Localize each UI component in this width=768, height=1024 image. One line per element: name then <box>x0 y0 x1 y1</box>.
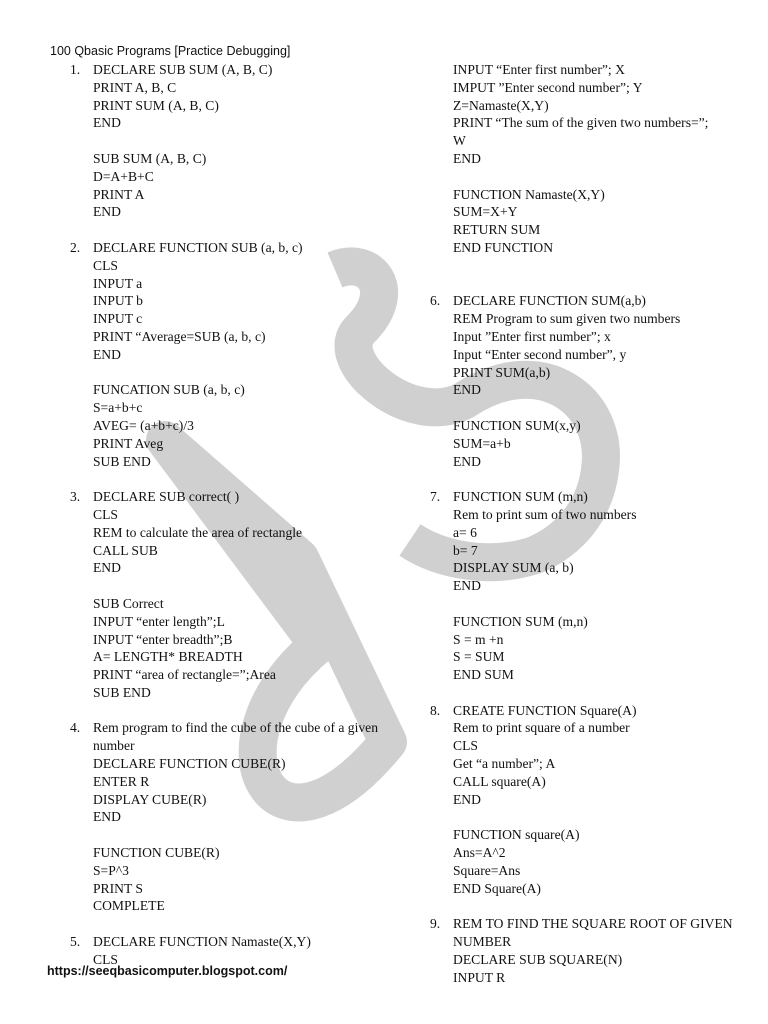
program-number: 5. <box>70 934 81 950</box>
code-line <box>70 79 415 97</box>
code-line <box>430 61 750 79</box>
code-text: PRINT A, B, C <box>93 79 177 95</box>
code-text: S = SUM <box>453 649 505 665</box>
code-text: END <box>453 453 481 469</box>
code-line <box>430 666 750 684</box>
code-text: END <box>93 346 121 362</box>
code-line <box>70 791 415 809</box>
code-text: END <box>453 791 481 807</box>
code-text: INPUT “enter breadth”;B <box>93 631 233 647</box>
code-text: W <box>453 133 466 149</box>
code-text: PRINT Aveg <box>93 435 164 451</box>
code-line <box>70 631 415 649</box>
code-text: Square=Ans <box>453 862 521 878</box>
code-line <box>430 364 750 382</box>
program-number: 6. <box>430 293 441 309</box>
blank-line <box>70 826 415 844</box>
code-text: IMPUT ”Enter second number”; Y <box>453 79 643 95</box>
program-number: 7. <box>430 489 441 505</box>
code-text: CALL SUB <box>93 542 158 558</box>
code-text: INPUT “Enter first number”; X <box>453 62 625 77</box>
blank-line <box>430 168 750 186</box>
blank-line <box>430 257 750 275</box>
code-line <box>430 346 750 364</box>
code-line <box>430 969 750 987</box>
code-line <box>430 631 750 649</box>
code-line <box>430 702 750 720</box>
code-text: FUNCTION square(A) <box>453 827 580 843</box>
code-text: DECLARE FUNCTION SUB (a, b, c) <box>93 239 303 255</box>
code-text: SUB SUM (A, B, C) <box>93 150 207 166</box>
program-number: 3. <box>70 489 81 505</box>
code-text: COMPLETE <box>93 898 165 914</box>
blank-line <box>70 915 415 933</box>
code-text: PRINT SUM (A, B, C) <box>93 97 219 113</box>
code-text: REM TO FIND THE SQUARE ROOT OF GIVEN NUMBER <box>453 916 733 950</box>
code-text: INPUT R <box>453 969 506 985</box>
code-text: Get “a number”; A <box>453 756 556 772</box>
code-line <box>70 559 415 577</box>
code-line <box>70 417 415 435</box>
right-column <box>430 61 750 986</box>
program-number: 4. <box>70 720 81 736</box>
code-text: SUM=a+b <box>453 435 511 451</box>
code-line <box>70 933 415 951</box>
code-line <box>70 666 415 684</box>
code-text: PRINT “Average=SUB (a, b, c) <box>93 328 266 344</box>
code-text: Rem to print square of a number <box>453 720 630 736</box>
code-text: Input ”Enter first number”; x <box>453 328 611 344</box>
code-line <box>430 613 750 631</box>
code-line <box>430 328 750 346</box>
code-text: END <box>93 809 121 825</box>
code-text: DISPLAY SUM (a, b) <box>453 560 574 576</box>
code-line <box>70 719 415 755</box>
code-line <box>70 97 415 115</box>
code-line <box>70 773 415 791</box>
code-text: SUM=X+Y <box>453 204 518 220</box>
program-number: 8. <box>430 702 441 718</box>
code-line <box>70 844 415 862</box>
code-line <box>70 292 415 310</box>
code-text: Rem program to find the cube of the cube of a given number <box>93 720 378 754</box>
code-text: PRINT S <box>93 880 143 896</box>
code-line <box>430 791 750 809</box>
code-line <box>430 453 750 471</box>
code-text: D=A+B+C <box>93 168 154 184</box>
code-text: END SUM <box>453 667 514 683</box>
code-text: FUNCTION Namaste(X,Y) <box>453 186 605 202</box>
code-line <box>430 381 750 399</box>
code-text: CREATE FUNCTION Square(A) <box>453 702 637 718</box>
code-line <box>430 239 750 257</box>
code-text: ENTER R <box>93 773 150 789</box>
code-text: Ans=A^2 <box>453 845 506 861</box>
code-line <box>70 453 415 471</box>
code-line <box>430 417 750 435</box>
code-text: INPUT b <box>93 293 143 309</box>
blank-line <box>430 897 750 915</box>
code-text: b= 7 <box>453 542 478 558</box>
code-line <box>430 951 750 969</box>
blank-line <box>70 702 415 720</box>
code-line <box>430 203 750 221</box>
code-text: INPUT a <box>93 275 143 291</box>
code-line <box>430 577 750 595</box>
code-text: DECLARE SUB correct( ) <box>93 489 240 505</box>
code-text: DECLARE FUNCTION Namaste(X,Y) <box>93 934 311 950</box>
code-text: INPUT c <box>93 311 143 327</box>
code-line <box>70 897 415 915</box>
code-line <box>70 310 415 328</box>
code-line <box>70 595 415 613</box>
code-text: FUNCTION SUM (m,n) <box>453 613 588 629</box>
code-text: FUNCTION SUM (m,n) <box>453 489 588 505</box>
code-line <box>430 310 750 328</box>
blank-line <box>70 132 415 150</box>
code-line <box>430 844 750 862</box>
code-text: END <box>93 560 121 576</box>
code-text: SUB END <box>93 684 151 700</box>
code-text: END Square(A) <box>453 880 541 896</box>
page-title: 100 Qbasic Programs [Practice Debugging] <box>50 44 291 58</box>
code-line <box>430 755 750 773</box>
code-line <box>430 132 750 150</box>
blank-line <box>70 364 415 382</box>
blank-line <box>430 470 750 488</box>
code-line <box>70 203 415 221</box>
code-text: S=P^3 <box>93 862 129 878</box>
code-line <box>70 168 415 186</box>
code-text: A= LENGTH* BREADTH <box>93 649 243 665</box>
code-text: S = m +n <box>453 631 504 647</box>
code-line <box>70 328 415 346</box>
code-line <box>70 488 415 506</box>
code-text: DECLARE FUNCTION SUM(a,b) <box>453 293 646 309</box>
code-line <box>70 114 415 132</box>
code-line <box>430 292 750 310</box>
code-text: END <box>453 578 481 594</box>
code-line <box>430 773 750 791</box>
code-line <box>70 435 415 453</box>
program-number: 1. <box>70 62 81 77</box>
code-text: END <box>93 204 121 220</box>
code-line <box>430 719 750 737</box>
code-line <box>70 61 415 79</box>
code-text: END <box>453 150 481 166</box>
code-line <box>70 399 415 417</box>
code-text: Input “Enter second number”, y <box>453 346 627 362</box>
code-text: CLS <box>93 506 118 522</box>
code-text: CLS <box>93 257 118 273</box>
code-text: SUB END <box>93 453 151 469</box>
code-text: END FUNCTION <box>453 239 554 255</box>
blank-line <box>430 399 750 417</box>
code-line <box>70 648 415 666</box>
code-line <box>430 221 750 239</box>
program-number: 9. <box>430 916 441 932</box>
code-line <box>70 613 415 631</box>
code-text: DISPLAY CUBE(R) <box>93 791 207 807</box>
code-text: REM Program to sum given two numbers <box>453 311 681 327</box>
blog-url[interactable]: https://seeqbasicomputer.blogspot.com/ <box>47 964 288 978</box>
code-text: INPUT “enter length”;L <box>93 613 225 629</box>
code-text: FUNCTION CUBE(R) <box>93 845 220 861</box>
code-line <box>430 79 750 97</box>
code-line <box>70 186 415 204</box>
code-text: Rem to print sum of two numbers <box>453 506 637 522</box>
code-text: FUNCATION SUB (a, b, c) <box>93 382 245 398</box>
code-line <box>430 880 750 898</box>
code-line <box>430 524 750 542</box>
code-line <box>70 880 415 898</box>
code-text: REM to calculate the area of rectangle <box>93 524 303 540</box>
code-text: a= 6 <box>453 524 477 540</box>
code-line <box>430 488 750 506</box>
code-text: DECLARE FUNCTION CUBE(R) <box>93 756 286 772</box>
code-text: S=a+b+c <box>93 400 143 416</box>
code-text: PRINT A <box>93 186 145 202</box>
blank-line <box>430 684 750 702</box>
code-line <box>70 808 415 826</box>
code-line <box>70 542 415 560</box>
code-line <box>430 97 750 115</box>
code-line <box>70 381 415 399</box>
blank-line <box>70 221 415 239</box>
code-text: Z=Namaste(X,Y) <box>453 97 549 113</box>
code-line <box>430 150 750 168</box>
code-line <box>430 915 750 951</box>
code-text: END <box>93 115 121 131</box>
code-line <box>70 346 415 364</box>
code-text: CALL square(A) <box>453 773 546 789</box>
code-line <box>430 559 750 577</box>
code-line <box>70 257 415 275</box>
code-text: DECLARE SUB SUM (A, B, C) <box>93 62 273 77</box>
blank-line <box>70 470 415 488</box>
code-text: CLS <box>453 738 478 754</box>
code-line <box>70 684 415 702</box>
blank-line <box>430 808 750 826</box>
code-text: AVEG= (a+b+c)/3 <box>93 417 194 433</box>
code-line <box>430 862 750 880</box>
code-line <box>430 506 750 524</box>
blank-line <box>70 577 415 595</box>
code-line <box>430 826 750 844</box>
code-text: END <box>453 382 481 398</box>
code-text: RETURN SUM <box>453 222 541 238</box>
code-text: PRINT “area of rectangle=”;Area <box>93 667 276 683</box>
code-text: PRINT SUM(a,b) <box>453 364 551 380</box>
code-line <box>70 524 415 542</box>
code-line <box>70 275 415 293</box>
code-text: CLS <box>93 951 118 967</box>
code-line <box>430 186 750 204</box>
code-line <box>430 114 750 132</box>
code-line <box>70 862 415 880</box>
code-line <box>70 150 415 168</box>
blank-line <box>430 595 750 613</box>
code-text: FUNCTION SUM(x,y) <box>453 417 581 433</box>
program-number: 2. <box>70 239 81 255</box>
code-line <box>430 648 750 666</box>
left-column <box>70 61 415 969</box>
code-text: DECLARE SUB SQUARE(N) <box>453 951 623 967</box>
code-text: PRINT “The sum of the given two numbers=”; <box>453 115 709 131</box>
code-line <box>70 506 415 524</box>
code-line <box>430 542 750 560</box>
blank-line <box>430 275 750 293</box>
code-line <box>70 755 415 773</box>
code-line <box>430 435 750 453</box>
code-text: SUB Correct <box>93 595 164 611</box>
code-line <box>70 239 415 257</box>
code-line <box>430 737 750 755</box>
